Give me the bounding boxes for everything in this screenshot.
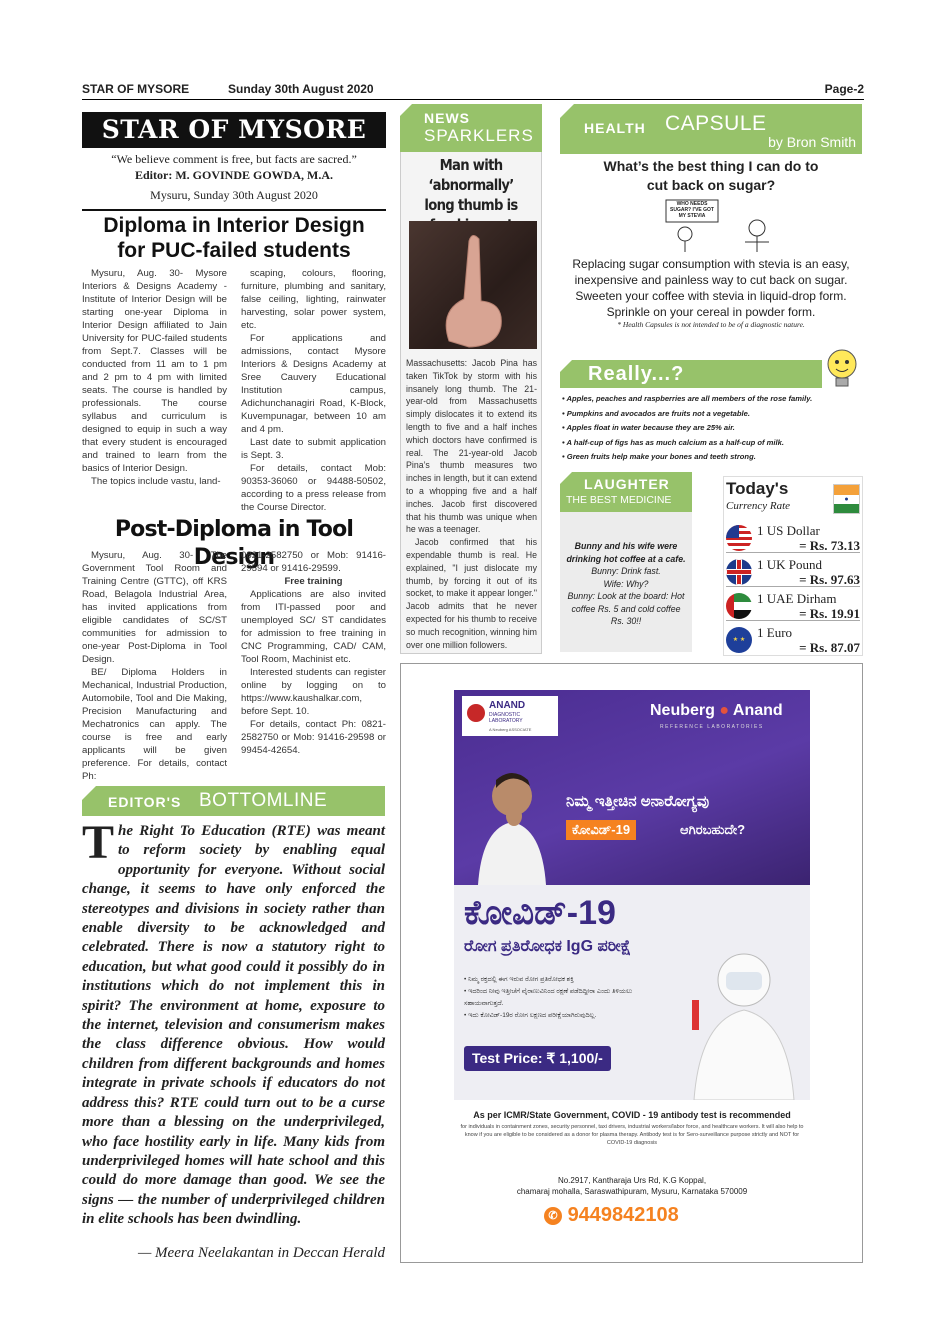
rate-row-eur xyxy=(726,625,860,655)
health-label: HEALTH xyxy=(584,120,646,136)
list-item: • Green fruits help make your bones and teeth strong. xyxy=(562,452,756,461)
article1-headline-line1: Diploma in Interior Design xyxy=(103,214,365,237)
really-item-text: Apples, peaches and raspberries are all members of the rose family. xyxy=(566,394,813,403)
rate-row-usd xyxy=(726,523,860,553)
rate-name: 1 UAE Dirham xyxy=(757,591,837,606)
anand-name: ANAND xyxy=(489,700,526,711)
brand-name: Neuberg xyxy=(650,702,715,719)
uk-flag-icon xyxy=(726,559,752,585)
list-item: • Apples, peaches and raspberries are all members of the rose family. xyxy=(562,394,813,403)
anand-logo-icon xyxy=(467,704,485,722)
list-item: • ನಿಮ್ಮ ರಕ್ತದಲ್ಲಿ ಈಗ ಇರುವ ರೋಗ ಪ್ರತಿರೋಧಕ ಶಕ್ತಿ xyxy=(464,976,574,983)
capsule-label: CAPSULE xyxy=(665,112,767,135)
article1-paragraph: scaping, colours, flooring, furniture, plumbing and sanitary, false ceiling, lighting, rainwater harvesting, solar power system, etc. xyxy=(241,268,386,331)
really-item-text: A half-cup of figs has as much calcium as a half-cup of milk. xyxy=(566,437,784,447)
health-byline: by Bron Smith xyxy=(768,134,856,150)
article1-paragraph: Mysuru, Aug. 30- Mysore Interiors & Designs Academy - Institute of Interior Design will be starting one-year Diploma in Interior Design affiliated to Jain University for PUC-failed students from Sept.7. Classes will be conducted from 11 am to 1 pm and 2 pm to 4 pm with limited seats. The course is handled by professionals. The course syllabus and curriculum is designed to equip in such a way that every student is encouraged and trained to learn from the basics of Interior Design. xyxy=(82,268,227,474)
list-item: • ಇದರಿಂದ ನೀವು ಇತ್ತೀಚೆಗೆ ವೈರಾಣುವಿನಿಂದ ರಕ್ಷಣೆ ಪಡೆದಿದ್ದೀರಾ ಎಂದು ತಿಳಿಯಲು ಸಹಾಯವಾಗುತ್ತದೆ. xyxy=(464,988,633,1007)
ad-price: Test Price: ₹ 1,100/- xyxy=(464,1046,611,1071)
list-item: • Apples float in water because they are 25% air. xyxy=(562,423,735,432)
article2-paragraph: BE/ Diploma Holders in Mechanical, Industrial Production, Automobile, Tool and Die Making, Precision Manufacturing and Mechatronics can apply. The course is free and early applicants will be given preference. For details, contact Ph: xyxy=(82,667,227,782)
us-flag-icon xyxy=(726,525,752,551)
article1-paragraph: The topics include vastu, land- xyxy=(91,476,221,487)
masthead-editor: Editor: M. GOVINDE GOWDA, M.A. xyxy=(135,168,333,182)
header-paper-name: STAR OF MYSORE xyxy=(82,82,190,96)
rate-row-gbp xyxy=(726,557,860,587)
news-headline: Man with ‘abnormally’ long thumb is xyxy=(424,156,518,214)
rate-row-aed xyxy=(726,591,860,621)
masthead-dateline: Mysuru, Sunday 30th August 2020 xyxy=(82,188,386,211)
page-header xyxy=(82,80,864,100)
rate-name: 1 Euro xyxy=(757,625,793,640)
lab-technician-icon xyxy=(684,940,804,1100)
anand-sub: LABORATORY xyxy=(489,718,523,724)
article1-column2 xyxy=(241,267,386,514)
joke-line: Wife: Why? xyxy=(603,578,649,589)
article2-paragraph: Mysuru, Aug. 30- The Government Tool Room and Training Centre (GTTC), off KRS Road, Belagola Industrial Area, has invited applications from eligible candidates of SC/ST communities for admission to one-year Post-Diploma in Tool Design. xyxy=(82,550,227,665)
lightbulb-icon xyxy=(822,346,862,390)
health-answer: Replacing sugar consumption with stevia is an easy, inexpensive and painless way to cut back on sugar. Sweeten your coffee with stevia in liquid-drop form. Sprinkle on your cereal in powder form. xyxy=(572,257,850,319)
brand-subtitle: REFERENCE LABORATORIES xyxy=(660,724,764,730)
article1-paragraph: Last date to submit application is Sept. 3. xyxy=(241,437,386,461)
lab-technician-photo xyxy=(684,940,804,1100)
header-date: Sunday 30th August 2020 xyxy=(228,82,374,96)
list-item: • ಇದು ಕೋವಿಡ್-19ರ ರೋಗ ಲಕ್ಷಣದ ಪರೀಕ್ಷೆಯಾಗಿರುವುದಿಲ್ಲ. xyxy=(464,1012,597,1019)
joke-line: Bunny and his wife were drinking hot coffee at a cafe. xyxy=(566,541,686,564)
best-medicine-label: THE BEST MEDICINE xyxy=(566,494,672,506)
news-sparklers-header xyxy=(400,104,542,152)
rate-name: 1 US Dollar xyxy=(757,523,820,538)
article2-paragraph: For details, contact Ph: 0821-2582750 or Mob: 91416-29598 or 99454-42654. xyxy=(241,719,386,756)
health-note: * Health Capsules is not intended to be of a diagnostic nature. xyxy=(617,320,805,329)
currency-subtitle: Currency Rate xyxy=(726,500,791,512)
corner-notch xyxy=(82,786,96,800)
phone-icon: ✆ xyxy=(544,1207,562,1225)
article1-headline-line2: for PUC-failed students xyxy=(117,239,351,262)
article1-headline xyxy=(82,213,386,263)
really-item-text: Apples float in water because they are 25% air. xyxy=(566,423,735,432)
corner-notch xyxy=(560,104,574,118)
ad-title: ಕೋವಿಡ್-19 xyxy=(464,894,616,932)
editors-bottomline-header xyxy=(82,786,385,816)
anand-assoc: A Neuberg ASSOCIATE xyxy=(489,727,532,732)
joke-line: Bunny: Look at the board: Hot coffee Rs. 5 and cold coffee Rs. 30!! xyxy=(567,591,685,626)
really-item-text: Green fruits help make your bones and teeth strong. xyxy=(566,452,756,461)
laughter-header xyxy=(560,472,692,512)
rate-value: = Rs. 19.91 xyxy=(799,606,860,621)
joke-line: Bunny: Drink fast. xyxy=(591,566,661,576)
ad-question-line2: ಆಗಿರಬಹುದೇ? xyxy=(680,822,746,837)
ad-address-line1: No.2917, Kantharaja Urs Rd, K.G Koppal, xyxy=(557,1176,707,1185)
article2-headline: Post-Diploma in Tool Design xyxy=(114,517,354,570)
rate-value: = Rs. 97.63 xyxy=(799,572,860,587)
health-capsule-header xyxy=(560,104,862,154)
article1-paragraph: For applications and admissions, contact Mysore Interiors & Designs Academy at Sree Cauvery Educational Institution campus, Adichunchanagiri Road, K-Block, Kuvempunagar, between 10 am and 4 pm. xyxy=(241,333,386,435)
news-body xyxy=(406,357,537,651)
editorial-text: he Right To Education (RTE) was meant to reform society by enabling equal opportunity for everyone. Without social change, it seems to have only enforced the stereotypes and divisions in society rather than enable diversity to be acknowledged and celebrated. There is now a statutory right to education, but what good could it possibly do in institutions which do not implement this in spirit? The environment at home, exposure to the internet, television and consumerism makes the class difference obvious. How would children from different backgrounds and homes integrate in private schools if educators do not address this? RTE could turn out to be a curse more than a blessing on the underprivileged, who face hostility early in life. Many kids from underprivileged homes will hate school and this could do more damage than good. We see the signs — the number of underprivileged children in elite schools has been dwindling. xyxy=(82,823,385,1228)
dropcap: T xyxy=(82,816,115,869)
header-page-number: Page-2 xyxy=(824,82,864,96)
masthead-motto: “We believe comment is free, but facts are sacred.” xyxy=(111,152,357,166)
ad-fine-print: for individuals in containment zones, security personnel, taxi drivers, industrial workers/labor force, and healthcare workers. It will also help to know if you are eligible to be considered as a donor for plasma therapy. Antibody test is for Sero-surveillance purpose strictly and NOT for COVID-19 diagnosis xyxy=(460,1124,804,1146)
rate-value: = Rs. 87.07 xyxy=(799,640,860,655)
masthead-title: STAR OF MYSORE xyxy=(82,112,386,148)
corner-notch xyxy=(400,104,412,116)
ad-question-tag: ಕೋವಿಡ್-19 xyxy=(566,820,636,840)
news-label: NEWS xyxy=(424,110,470,126)
rate-value: = Rs. 73.13 xyxy=(799,538,860,553)
coughing-man-icon xyxy=(474,766,548,885)
neuberg-logo: Neuberg ● Anand xyxy=(650,702,783,719)
uae-flag-icon xyxy=(726,593,752,619)
editorial-credit: — Meera Neelakantan in Deccan Herald xyxy=(137,1245,385,1261)
news-paragraph: Jacob confirmed that his expendable thumb is real. He explained, "I just dislocate my thumb, by forcing it out of its socket, to make it appear longer." Jacob admits that he never expected for his thumb to receive so much recognition, winning him over one million followers. xyxy=(406,537,537,650)
really-header xyxy=(560,360,822,388)
editors-label: EDITOR'S xyxy=(108,794,182,810)
article2-paragraph: 0821-2582750 or Mob: 91416-29594 or 91416-29599. xyxy=(241,550,386,574)
cartoon-caption: WHO NEEDS SUGAR? I'VE GOT MY STEVIA xyxy=(670,201,714,219)
article2-subhead: Free training xyxy=(284,576,343,587)
article2-paragraph: Applications are also invited from ITI-passed poor and unemployed SC/ ST candidates for admission to free training in CNC Programming, CAD/ CAM, Tool Room, Machinist etc. xyxy=(241,589,386,665)
news-paragraph: Massachusetts: Jacob Pina has taken TikTok by storm with his insanely long thumb. The 21-year-old from Massachusetts simply dislocates it to extend its length to five and a half inches which doctors have confirmed is real. The 21-year-old Jacob Pina’s thumb measures two inches in length, but it can extend to a whopping five and a half inches. Jacob first discovered that his thumb was unique when he was a teenager. xyxy=(406,358,537,535)
really-title: Really...? xyxy=(588,363,685,385)
article2-column2 xyxy=(241,549,386,757)
health-question: What’s the best thing I can do to cut back on sugar? xyxy=(603,158,819,193)
list-item: • Pumpkins and avocados are fruits not a vegetable. xyxy=(562,408,750,418)
editors-bottomline-body xyxy=(82,816,385,1230)
laughter-joke xyxy=(566,540,686,628)
brand-name-2: Anand xyxy=(732,702,783,719)
ad-question-line1: ನಿಮ್ಮ ಇತ್ತೀಚಿನ ಅನಾರೋಗ್ಯವು xyxy=(566,793,710,810)
bottomline-label: BOTTOMLINE xyxy=(199,790,328,811)
sparklers-label: SPARKLERS xyxy=(424,126,534,145)
stevia-cartoon xyxy=(665,198,785,252)
article1-paragraph: For details, contact Mob: 90353-36060 or 94488-50502, according to a press release from the Course Director. xyxy=(241,463,386,513)
anand-sub: DIAGNOSTIC xyxy=(489,712,521,718)
ad-phone[interactable] xyxy=(544,1204,679,1227)
article2-paragraph: Interested students can register online by logging on to https://www.kaushalkar.com, before Sept. 10. xyxy=(241,667,386,717)
ad-bullet-text: ಇದರಿಂದ ನೀವು ಇತ್ತೀಚೆಗೆ ವೈರಾಣುವಿನಿಂದ ರಕ್ಷಣೆ ಪಡೆದಿದ್ದೀರಾ ಎಂದು ತಿಳಿಯಲು ಸಹಾಯವಾಗುತ್ತದೆ. xyxy=(464,988,633,1007)
currency-title: Today's xyxy=(726,479,789,498)
rate-name: 1 UK Pound xyxy=(757,557,823,572)
covid-ad xyxy=(454,690,810,1243)
coughing-man-photo xyxy=(474,766,548,885)
thumb-photo-icon xyxy=(409,221,537,349)
ad-bullet-text: ಇದು ಕೋವಿಡ್-19ರ ರೋಗ ಲಕ್ಷಣದ ಪರೀಕ್ಷೆಯಾಗಿರುವುದಿಲ್ಲ. xyxy=(468,1012,597,1019)
ad-phone-number[interactable]: 9449842108 xyxy=(567,1204,679,1226)
article2-column1 xyxy=(82,549,227,783)
laughter-label: LAUGHTER xyxy=(584,476,670,492)
anand-logo xyxy=(462,696,558,736)
really-list xyxy=(562,392,862,465)
ad-subtitle: ರೋಗ ಪ್ರತಿರೋಧಕ IgG ಪರೀಕ್ಷೆ xyxy=(464,938,632,955)
ad-bullet-text: ನಿಮ್ಮ ರಕ್ತದಲ್ಲಿ ಈಗ ಇರುವ ರೋಗ ಪ್ರತಿರೋಧಕ ಶಕ್ತಿ xyxy=(468,976,574,983)
article1-column1 xyxy=(82,267,227,488)
corner-notch xyxy=(560,360,572,372)
thumb-photo xyxy=(409,221,537,349)
ad-icmr: As per ICMR/State Government, COVID - 19 antibody test is recommended xyxy=(473,1110,791,1120)
really-item-text: Pumpkins and avocados are fruits not a vegetable. xyxy=(566,408,750,418)
eu-flag-icon: ★ ★ xyxy=(726,627,752,653)
ad-bullets xyxy=(464,974,664,1022)
list-item: • A half-cup of figs has as much calcium as a half-cup of milk. xyxy=(562,437,784,447)
corner-notch xyxy=(560,472,572,484)
india-flag-icon: ● xyxy=(833,484,860,514)
ad-address-line2: chamaraj mohalla, Saraswathipuram, Mysuru, Karnataka 570009 xyxy=(516,1187,748,1196)
